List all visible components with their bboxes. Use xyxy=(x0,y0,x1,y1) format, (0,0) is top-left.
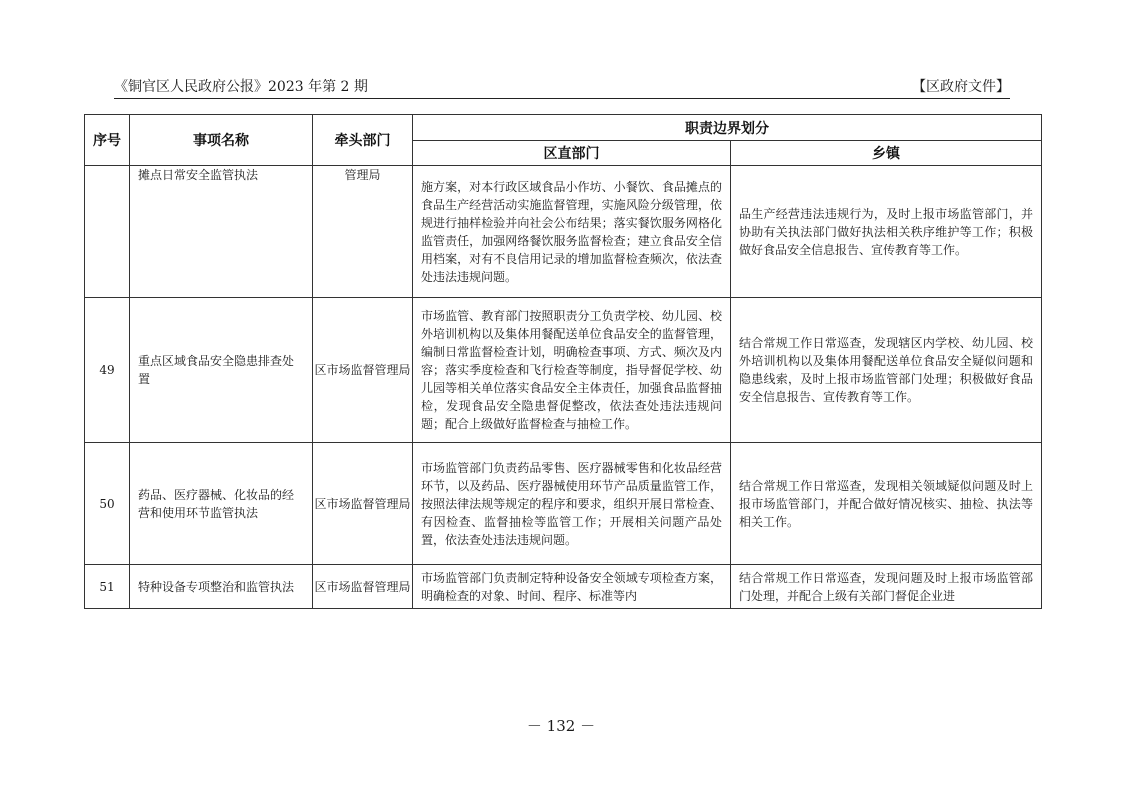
page-header xyxy=(114,76,1010,98)
table-row xyxy=(85,565,1042,609)
row-district-duty: 施方案，对本行政区域食品小作坊、小餐饮、食品摊点的食品生产经营活动实施监督管理，实施风险分级管理，依规进行抽样检验并向社会公布结果；落实餐饮服务网格化监管责任，加强网络餐饮服务监督检查；建立食品安全信用档案，对有不良信用记录的增加监督检查频次，依法查处违法违规问题。 xyxy=(413,166,731,298)
row-no: 50 xyxy=(85,443,130,565)
row-district-duty: 市场监管部门负责制定特种设备安全领域专项检查方案，明确检查的对象、时间、程序、标准等内 xyxy=(413,565,731,609)
row-lead-dept: 管理局 xyxy=(313,166,413,298)
row-township-duty: 结合常规工作日常巡查，发现辖区内学校、幼儿园、校外培训机构以及集体用餐配送单位食品安全疑似问题和隐患线索，及时上报市场监管部门处理；积极做好食品安全信息报告、宣传教育等工作。 xyxy=(731,298,1042,443)
row-item-name: 药品、医疗器械、化妆品的经营和使用环节监管执法 xyxy=(130,443,313,565)
table-row xyxy=(85,166,1042,298)
row-lead-dept: 区市场监督管理局 xyxy=(313,298,413,443)
row-item-name: 特种设备专项整治和监管执法 xyxy=(130,565,313,609)
row-lead-dept: 区市场监督管理局 xyxy=(313,565,413,609)
row-township-duty: 品生产经营违法违规行为，及时上报市场监管部门，并协助有关执法部门做好执法相关秩序维护等工作；积极做好食品安全信息报告、宣传教育等工作。 xyxy=(731,166,1042,298)
header-district-dept: 区直部门 xyxy=(413,141,731,166)
table-row xyxy=(85,443,1042,565)
section-label: 【区政府文件】 xyxy=(912,79,1010,95)
row-item-name: 摊点日常安全监管执法 xyxy=(130,166,313,298)
row-no xyxy=(85,166,130,298)
header-no: 序号 xyxy=(85,115,130,166)
responsibility-table xyxy=(84,114,1042,609)
header-division: 职责边界划分 xyxy=(413,115,1042,141)
page-number: － 132 － xyxy=(526,717,596,735)
row-township-duty: 结合常规工作日常巡查，发现相关领域疑似问题及时上报市场监管部门，并配合做好情况核实、抽检、执法等相关工作。 xyxy=(731,443,1042,565)
row-item-name: 重点区域食品安全隐患排查处置 xyxy=(130,298,313,443)
table-row xyxy=(85,298,1042,443)
header-divider xyxy=(114,98,1010,99)
bulletin-title: 《铜官区人民政府公报》2023 年第 2 期 xyxy=(114,79,368,95)
header-lead-dept: 牵头部门 xyxy=(313,115,413,166)
row-lead-dept: 区市场监督管理局 xyxy=(313,443,413,565)
header-township: 乡镇 xyxy=(731,141,1042,166)
row-no: 49 xyxy=(85,298,130,443)
header-item-name: 事项名称 xyxy=(130,115,313,166)
row-district-duty: 市场监管、教育部门按照职责分工负责学校、幼儿园、校外培训机构以及集体用餐配送单位食品安全的监督管理，编制日常监督检查计划，明确检查事项、方式、频次及内容；落实季度检查和飞行检查等制度，指导督促学校、幼儿园等相关单位落实食品安全主体责任，加强食品监督抽检，发现食品安全隐患督促整改，依法查处违法违规问题；配合上级做好监督检查与抽检工作。 xyxy=(413,298,731,443)
row-township-duty: 结合常规工作日常巡查，发现问题及时上报市场监管部门处理，并配合上级有关部门督促企业进 xyxy=(731,565,1042,609)
row-district-duty: 市场监管部门负责药品零售、医疗器械零售和化妆品经营环节，以及药品、医疗器械使用环节产品质量监管工作，按照法律法规等规定的程序和要求，组织开展日常检查、有因检查、监督抽检等监管工作；开展相关问题产品处置，依法查处违法违规问题。 xyxy=(413,443,731,565)
row-no: 51 xyxy=(85,565,130,609)
